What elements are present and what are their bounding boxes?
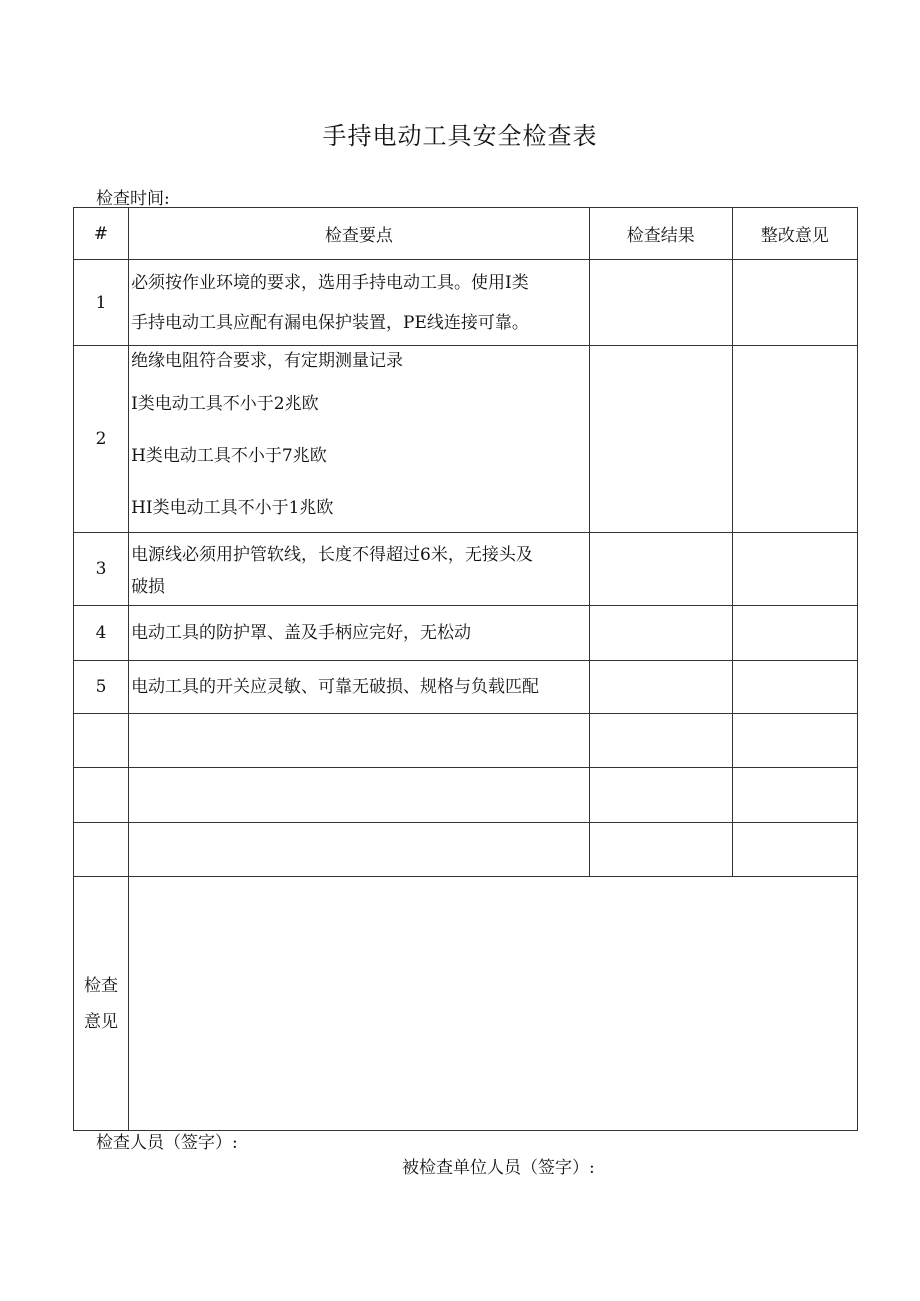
check-point-line: 电源线必须用护管软线，长度不得超过6米，无接头及: [131, 545, 533, 565]
opinion-label-cell: [74, 877, 129, 1131]
row-number[interactable]: [74, 714, 129, 768]
row-number: 1: [74, 260, 129, 346]
check-point-cell[interactable]: [129, 823, 590, 877]
check-point-cell: [129, 661, 590, 714]
result-cell[interactable]: [589, 661, 732, 714]
table-row-empty: [74, 714, 858, 768]
row-number: 5: [74, 661, 129, 714]
table-row: [74, 260, 858, 346]
table-row-empty: [74, 823, 858, 877]
check-point-line: H类电动工具不小于7兆欧: [131, 446, 327, 466]
result-cell[interactable]: [589, 260, 732, 346]
rectification-cell[interactable]: [732, 823, 857, 877]
header-number: #: [74, 208, 129, 260]
result-cell[interactable]: [589, 606, 732, 661]
header-check-points: 检查要点: [129, 208, 590, 260]
inspector-signature-label: 检查人员（签字）:: [96, 1133, 238, 1153]
rectification-cell[interactable]: [732, 260, 857, 346]
table-row: [74, 533, 858, 606]
page-title: 手持电动工具安全检查表: [322, 122, 598, 150]
table-row: [74, 346, 858, 533]
result-cell[interactable]: [589, 346, 732, 533]
rectification-cell[interactable]: [732, 768, 857, 823]
row-number: 3: [74, 533, 129, 606]
check-point-line: 必须按作业环境的要求，选用手持电动工具。使用I类: [131, 272, 529, 293]
row-number: 2: [74, 346, 129, 533]
row-number: 4: [74, 606, 129, 661]
check-point-cell: [129, 346, 590, 533]
inspected-unit-signature-label: 被检查单位人员（签字）:: [402, 1158, 595, 1178]
table-row: [74, 606, 858, 661]
row-number[interactable]: [74, 823, 129, 877]
row-number[interactable]: [74, 768, 129, 823]
table-row: [74, 661, 858, 714]
check-point-cell[interactable]: [129, 714, 590, 768]
check-time-label: 检查时间:: [96, 189, 170, 209]
check-point-line: 电动工具的防护罩、盖及手柄应完好，无松动: [131, 623, 472, 643]
opinion-row: [74, 877, 858, 1131]
check-point-line: 破损: [131, 577, 166, 597]
header-check-result: 检查结果: [589, 208, 732, 260]
header-rectification: 整改意见: [732, 208, 857, 260]
check-point-line: 电动工具的开关应灵敏、可靠无破损、规格与负载匹配: [131, 677, 540, 697]
result-cell[interactable]: [589, 768, 732, 823]
rectification-cell[interactable]: [732, 533, 857, 606]
opinion-label-line: 检查: [84, 975, 119, 996]
check-point-cell: [129, 606, 590, 661]
check-point-cell: [129, 260, 590, 346]
opinion-content-cell[interactable]: [129, 877, 858, 1131]
rectification-cell[interactable]: [732, 606, 857, 661]
check-point-line: 手持电动工具应配有漏电保护装置，PE线连接可靠。: [131, 312, 529, 333]
rectification-cell[interactable]: [732, 346, 857, 533]
result-cell[interactable]: [589, 533, 732, 606]
result-cell[interactable]: [589, 714, 732, 768]
rectification-cell[interactable]: [732, 714, 857, 768]
check-point-cell[interactable]: [129, 768, 590, 823]
check-point-line: HI类电动工具不小于1兆欧: [131, 498, 334, 518]
result-cell[interactable]: [589, 823, 732, 877]
check-point-cell: [129, 533, 590, 606]
table-header-row: [74, 208, 858, 260]
rectification-cell[interactable]: [732, 661, 857, 714]
check-point-line: I类电动工具不小于2兆欧: [131, 394, 319, 414]
inspection-table: [73, 207, 858, 1131]
check-point-line: 绝缘电阻符合要求，有定期测量记录: [131, 351, 404, 371]
table-row-empty: [74, 768, 858, 823]
opinion-label-line: 意见: [84, 1011, 119, 1032]
